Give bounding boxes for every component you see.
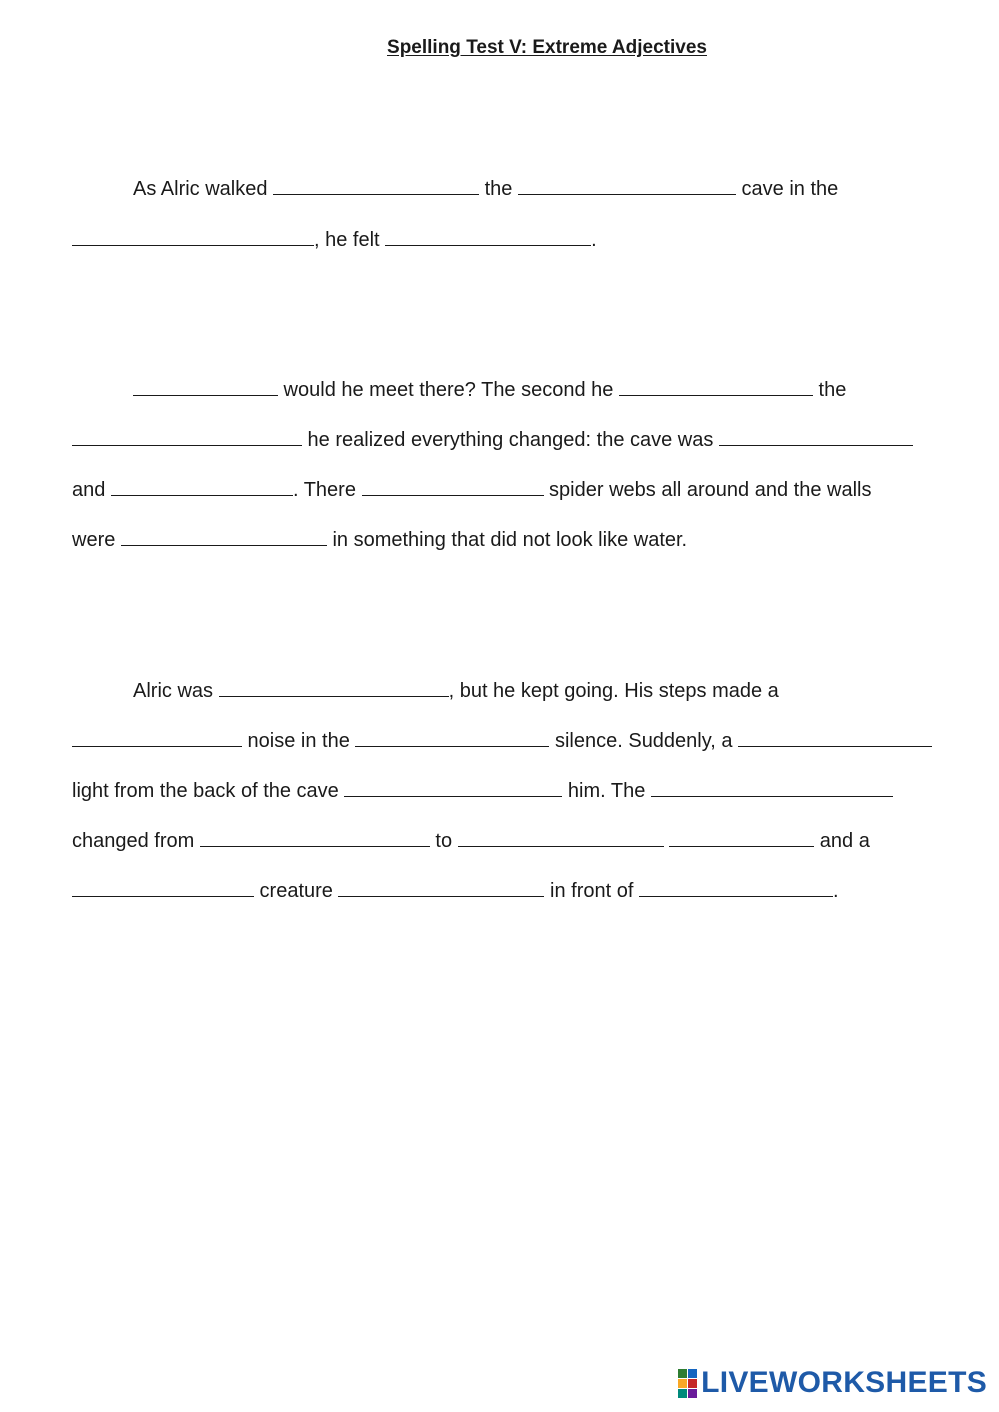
blank-input[interactable] (362, 477, 544, 496)
logo-block (688, 1389, 697, 1398)
blank-input[interactable] (669, 828, 814, 847)
page-title: Spelling Test V: Extreme Adjectives (387, 37, 707, 58)
paragraph-2-line-3: and . There spider webs all around and the walls (72, 479, 872, 501)
paragraph-2-line-4: were in something that did not look like water. (72, 529, 688, 551)
logo-blocks-icon (678, 1369, 697, 1398)
blank-input[interactable] (619, 377, 813, 396)
blank-input[interactable] (719, 427, 913, 446)
blank-input[interactable] (738, 728, 932, 747)
paragraph-1-line-2: , he felt . (72, 227, 597, 252)
blank-input[interactable] (518, 176, 736, 195)
logo-block (688, 1379, 697, 1388)
logo-block (678, 1389, 687, 1398)
blank-input[interactable] (639, 878, 833, 897)
liveworksheets-logo (678, 1366, 987, 1400)
blank-input[interactable] (72, 227, 314, 246)
paragraph-1-line-1: As Alric walked the cave in the (133, 178, 839, 200)
logo-block (688, 1369, 697, 1378)
paragraph-3-line-1: Alric was , but he kept going. His steps made a (133, 680, 779, 702)
blank-input[interactable] (121, 527, 327, 546)
paragraph-3-line-2: noise in the silence. Suddenly, a (72, 728, 932, 753)
logo-block (678, 1369, 687, 1378)
logo-block (678, 1379, 687, 1388)
blank-input[interactable] (72, 427, 302, 446)
paragraph-3-line-5: creature in front of . (72, 878, 839, 903)
blank-input[interactable] (458, 828, 664, 847)
blank-input[interactable] (200, 828, 430, 847)
blank-input[interactable] (338, 878, 544, 897)
blank-input[interactable] (651, 778, 893, 797)
blank-input[interactable] (355, 728, 549, 747)
blank-input[interactable] (385, 227, 591, 246)
blank-input[interactable] (273, 176, 479, 195)
blank-input[interactable] (72, 878, 254, 897)
paragraph-2-line-2: he realized everything changed: the cave was (72, 427, 913, 452)
paragraph-3-line-4: changed from to and a (72, 830, 870, 852)
blank-input[interactable] (111, 477, 293, 496)
logo-text: LIVEWORKSHEETS (701, 1366, 987, 1399)
blank-input[interactable] (219, 678, 449, 697)
blank-input[interactable] (133, 377, 278, 396)
paragraph-3-line-3: light from the back of the cave him. The (72, 778, 893, 803)
blank-input[interactable] (72, 728, 242, 747)
paragraph-2-line-1: would he meet there? The second he the (133, 377, 846, 402)
blank-input[interactable] (344, 778, 562, 797)
